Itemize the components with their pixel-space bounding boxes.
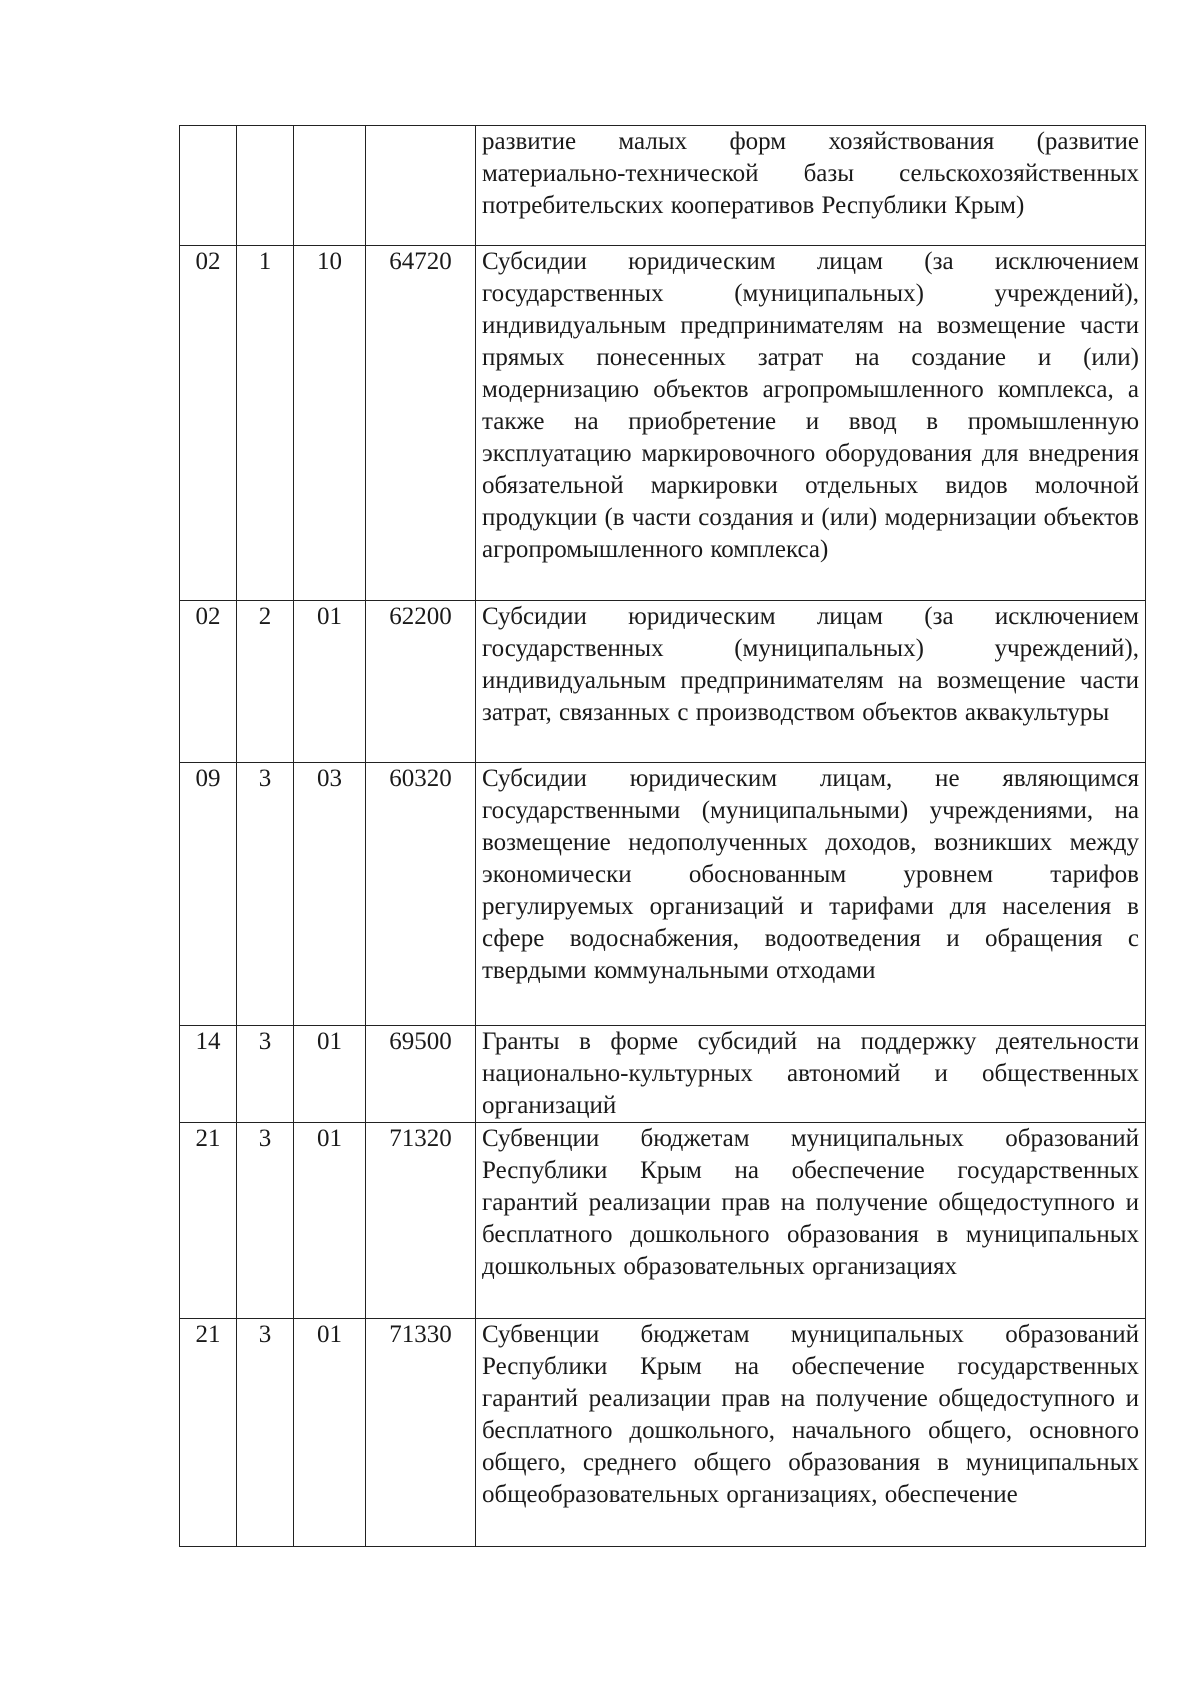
- code-cell-4: 62200: [366, 601, 476, 763]
- code-cell-4: 60320: [366, 763, 476, 1026]
- table-row: [180, 1026, 1146, 1123]
- code-cell-3: 01: [294, 601, 366, 763]
- code-cell-1: [180, 126, 237, 246]
- table-row: [180, 601, 1146, 763]
- code-cell-3: 01: [294, 1319, 366, 1547]
- code-cell-2: 3: [237, 1319, 294, 1547]
- code-cell-1: 21: [180, 1123, 237, 1319]
- code-cell-4: 71320: [366, 1123, 476, 1319]
- description-cell: Гранты в форме субсидий на поддержку деятельности национально-культурных автономий и общественных организаций: [476, 1026, 1146, 1123]
- code-cell-2: 1: [237, 246, 294, 601]
- table-row: [180, 1123, 1146, 1319]
- code-cell-2: [237, 126, 294, 246]
- table-row: [180, 246, 1146, 601]
- code-cell-4: 69500: [366, 1026, 476, 1123]
- table-row: [180, 1319, 1146, 1547]
- code-cell-3: 01: [294, 1123, 366, 1319]
- table-row: [180, 126, 1146, 246]
- code-cell-3: 10: [294, 246, 366, 601]
- description-cell: Субсидии юридическим лицам (за исключением государственных (муниципальных) учреждений), индивидуальным предпринимателям на возмещение части затрат, связанных с производством объектов аквакультуры: [476, 601, 1146, 763]
- table-row: [180, 763, 1146, 1026]
- code-cell-4: [366, 126, 476, 246]
- code-cell-3: [294, 126, 366, 246]
- code-cell-2: 3: [237, 763, 294, 1026]
- code-cell-1: 02: [180, 246, 237, 601]
- code-cell-2: 3: [237, 1123, 294, 1319]
- code-cell-2: 3: [237, 1026, 294, 1123]
- code-cell-1: 14: [180, 1026, 237, 1123]
- code-cell-3: 01: [294, 1026, 366, 1123]
- description-cell: Субсидии юридическим лицам, не являющимся государственными (муниципальными) учреждениями, на возмещение недополученных доходов, возникших между экономически обоснованным уровнем тарифов регулируемых организаций и тарифами для населения в сфере водоснабжения, водоотведения и обращения с твердыми коммунальными отходами: [476, 763, 1146, 1026]
- code-cell-1: 02: [180, 601, 237, 763]
- description-cell: Субвенции бюджетам муниципальных образований Республики Крым на обеспечение государственных гарантий реализации прав на получение общедоступного и бесплатного дошкольного образования в муниципальных дошкольных образовательных организациях: [476, 1123, 1146, 1319]
- budget-classification-table: [179, 125, 1146, 1547]
- code-cell-4: 71330: [366, 1319, 476, 1547]
- description-cell: Субвенции бюджетам муниципальных образований Республики Крым на обеспечение государственных гарантий реализации прав на получение общедоступного и бесплатного дошкольного, начального общего, основного общего, среднего общего образования в муниципальных общеобразовательных организациях, обеспечение: [476, 1319, 1146, 1547]
- code-cell-3: 03: [294, 763, 366, 1026]
- description-cell: Субсидии юридическим лицам (за исключением государственных (муниципальных) учреждений), индивидуальным предпринимателям на возмещение части прямых понесенных затрат на создание и (или) модернизацию объектов агропромышленного комплекса, а также на приобретение и ввод в промышленную эксплуатацию маркировочного оборудования для внедрения обязательной маркировки отдельных видов молочной продукции (в части создания и (или) модернизации объектов агропромышленного комплекса): [476, 246, 1146, 601]
- description-cell: развитие малых форм хозяйствования (развитие материально-технической базы сельскохозяйственных потребительских кооперативов Республики Крым): [476, 126, 1146, 246]
- code-cell-1: 21: [180, 1319, 237, 1547]
- code-cell-1: 09: [180, 763, 237, 1026]
- code-cell-2: 2: [237, 601, 294, 763]
- code-cell-4: 64720: [366, 246, 476, 601]
